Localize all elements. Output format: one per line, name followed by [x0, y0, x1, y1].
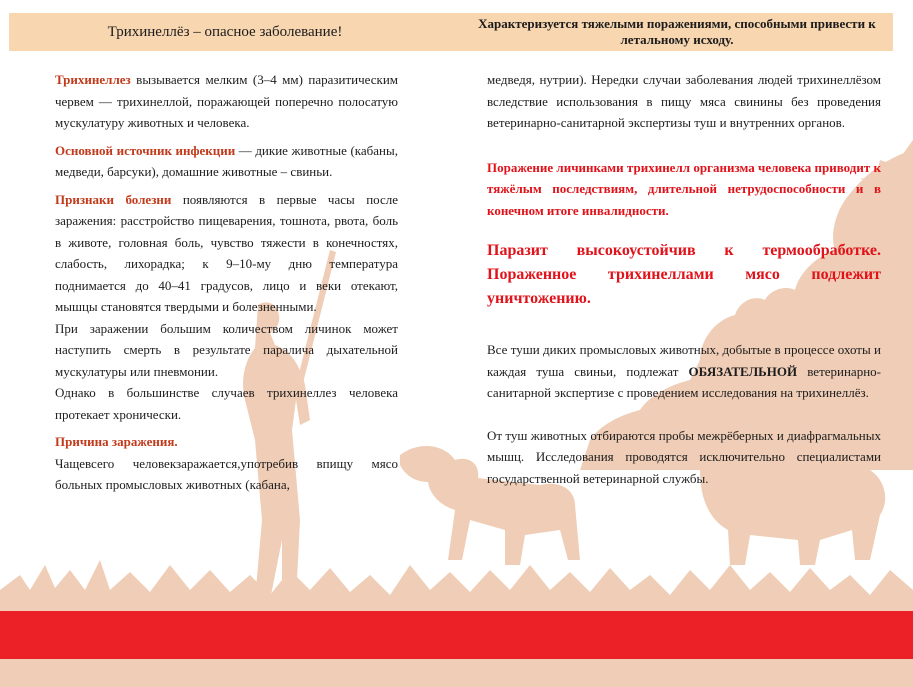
paragraph-continuation: медведя, нутрии). Нередки случаи заболевания людей трихинеллёзом вследствие использования в пищу мяса свинины без проведения ветеринарно-санитарной экспертизы туш и внутренних органов.	[487, 72, 881, 130]
paragraph-symptoms-text: появляются в первые часы после заражения: расстройство пищеварения, тошнота, рвота, боль в животе, головная боль, чувство тяжести в конечностях, слабость, лихорадка; к 9–10-му дню температура поднимается до 40–41 градусов, лицо и веки отекают, мышцы становятся твердыми и болезненными.	[55, 191, 399, 314]
paragraph-mandatory-inspection	[487, 339, 881, 404]
warning-heat-resistant: Паразит высокоустойчив к термообработке. Пораженное трихинеллами мясо подлежит уничтожению.	[487, 242, 881, 307]
right-column	[487, 69, 881, 489]
bottom-red-bar	[0, 611, 913, 659]
paragraph-mandatory-after: ветеринарно-санитарной экспертизе с проведением исследования на трихинеллёз.	[487, 363, 881, 400]
paragraph-death-risk: При заражении большим количеством личинок может наступить смерть в результате паралича дыхательной мускулатуры или пневмонии.	[55, 320, 398, 379]
header-left-title: Трихинеллёз – опасное заболевание!	[107, 23, 343, 40]
term-symptoms: Признаки болезни	[55, 191, 172, 207]
heading-infection-cause: Причина заражения.	[55, 434, 178, 449]
mandatory-emphasis: ОБЯЗАТЕЛЬНОЙ	[688, 363, 798, 379]
paragraph-source-text: — дикие животные (кабаны, медведи, барсуки), домашние животные – свиньи.	[55, 142, 398, 179]
warning-consequences: Поражение личинками трихинелл организма человека приводит к тяжёлым последствиям, длительной нетрудоспособности и в конечном итоге инвалидности.	[487, 159, 881, 218]
term-trichinellosis: Трихинеллез	[55, 72, 131, 87]
paragraph-infection-cause: Чащевсего человекзаражается,употребив впищу мясо больных промысловых животных (кабана,	[55, 455, 398, 492]
paragraph-symptoms	[55, 189, 398, 318]
header-right-title: Характеризуется тяжелыми поражениями, способными привести к летальному исходу.	[478, 16, 876, 47]
paragraph-source	[55, 140, 398, 183]
header-bar	[9, 13, 893, 51]
term-infection-source: Основной источник инфекции	[55, 142, 236, 158]
left-column	[55, 69, 398, 496]
paragraph-sampling: От туш животных отбираются пробы межрёберных и диафрагмальных мышц. Исследования проводятся исключительно специалистами государственной ветеринарной службы.	[487, 427, 881, 486]
paragraph-chronic: Однако в большинстве случаев трихинеллез человека протекает хронически.	[55, 385, 398, 422]
paragraph-cause	[55, 69, 398, 134]
paragraph-cause-text: вызывается мелким (3–4 мм) паразитическим червем — трихинеллой, поражающей поперечно полосатую мускулатуру животных и человека.	[55, 72, 398, 130]
paragraph-mandatory-before: Все туши диких промысловых животных, добытые в процессе охоты и каждая туша свиньи, подлежат	[487, 342, 881, 379]
